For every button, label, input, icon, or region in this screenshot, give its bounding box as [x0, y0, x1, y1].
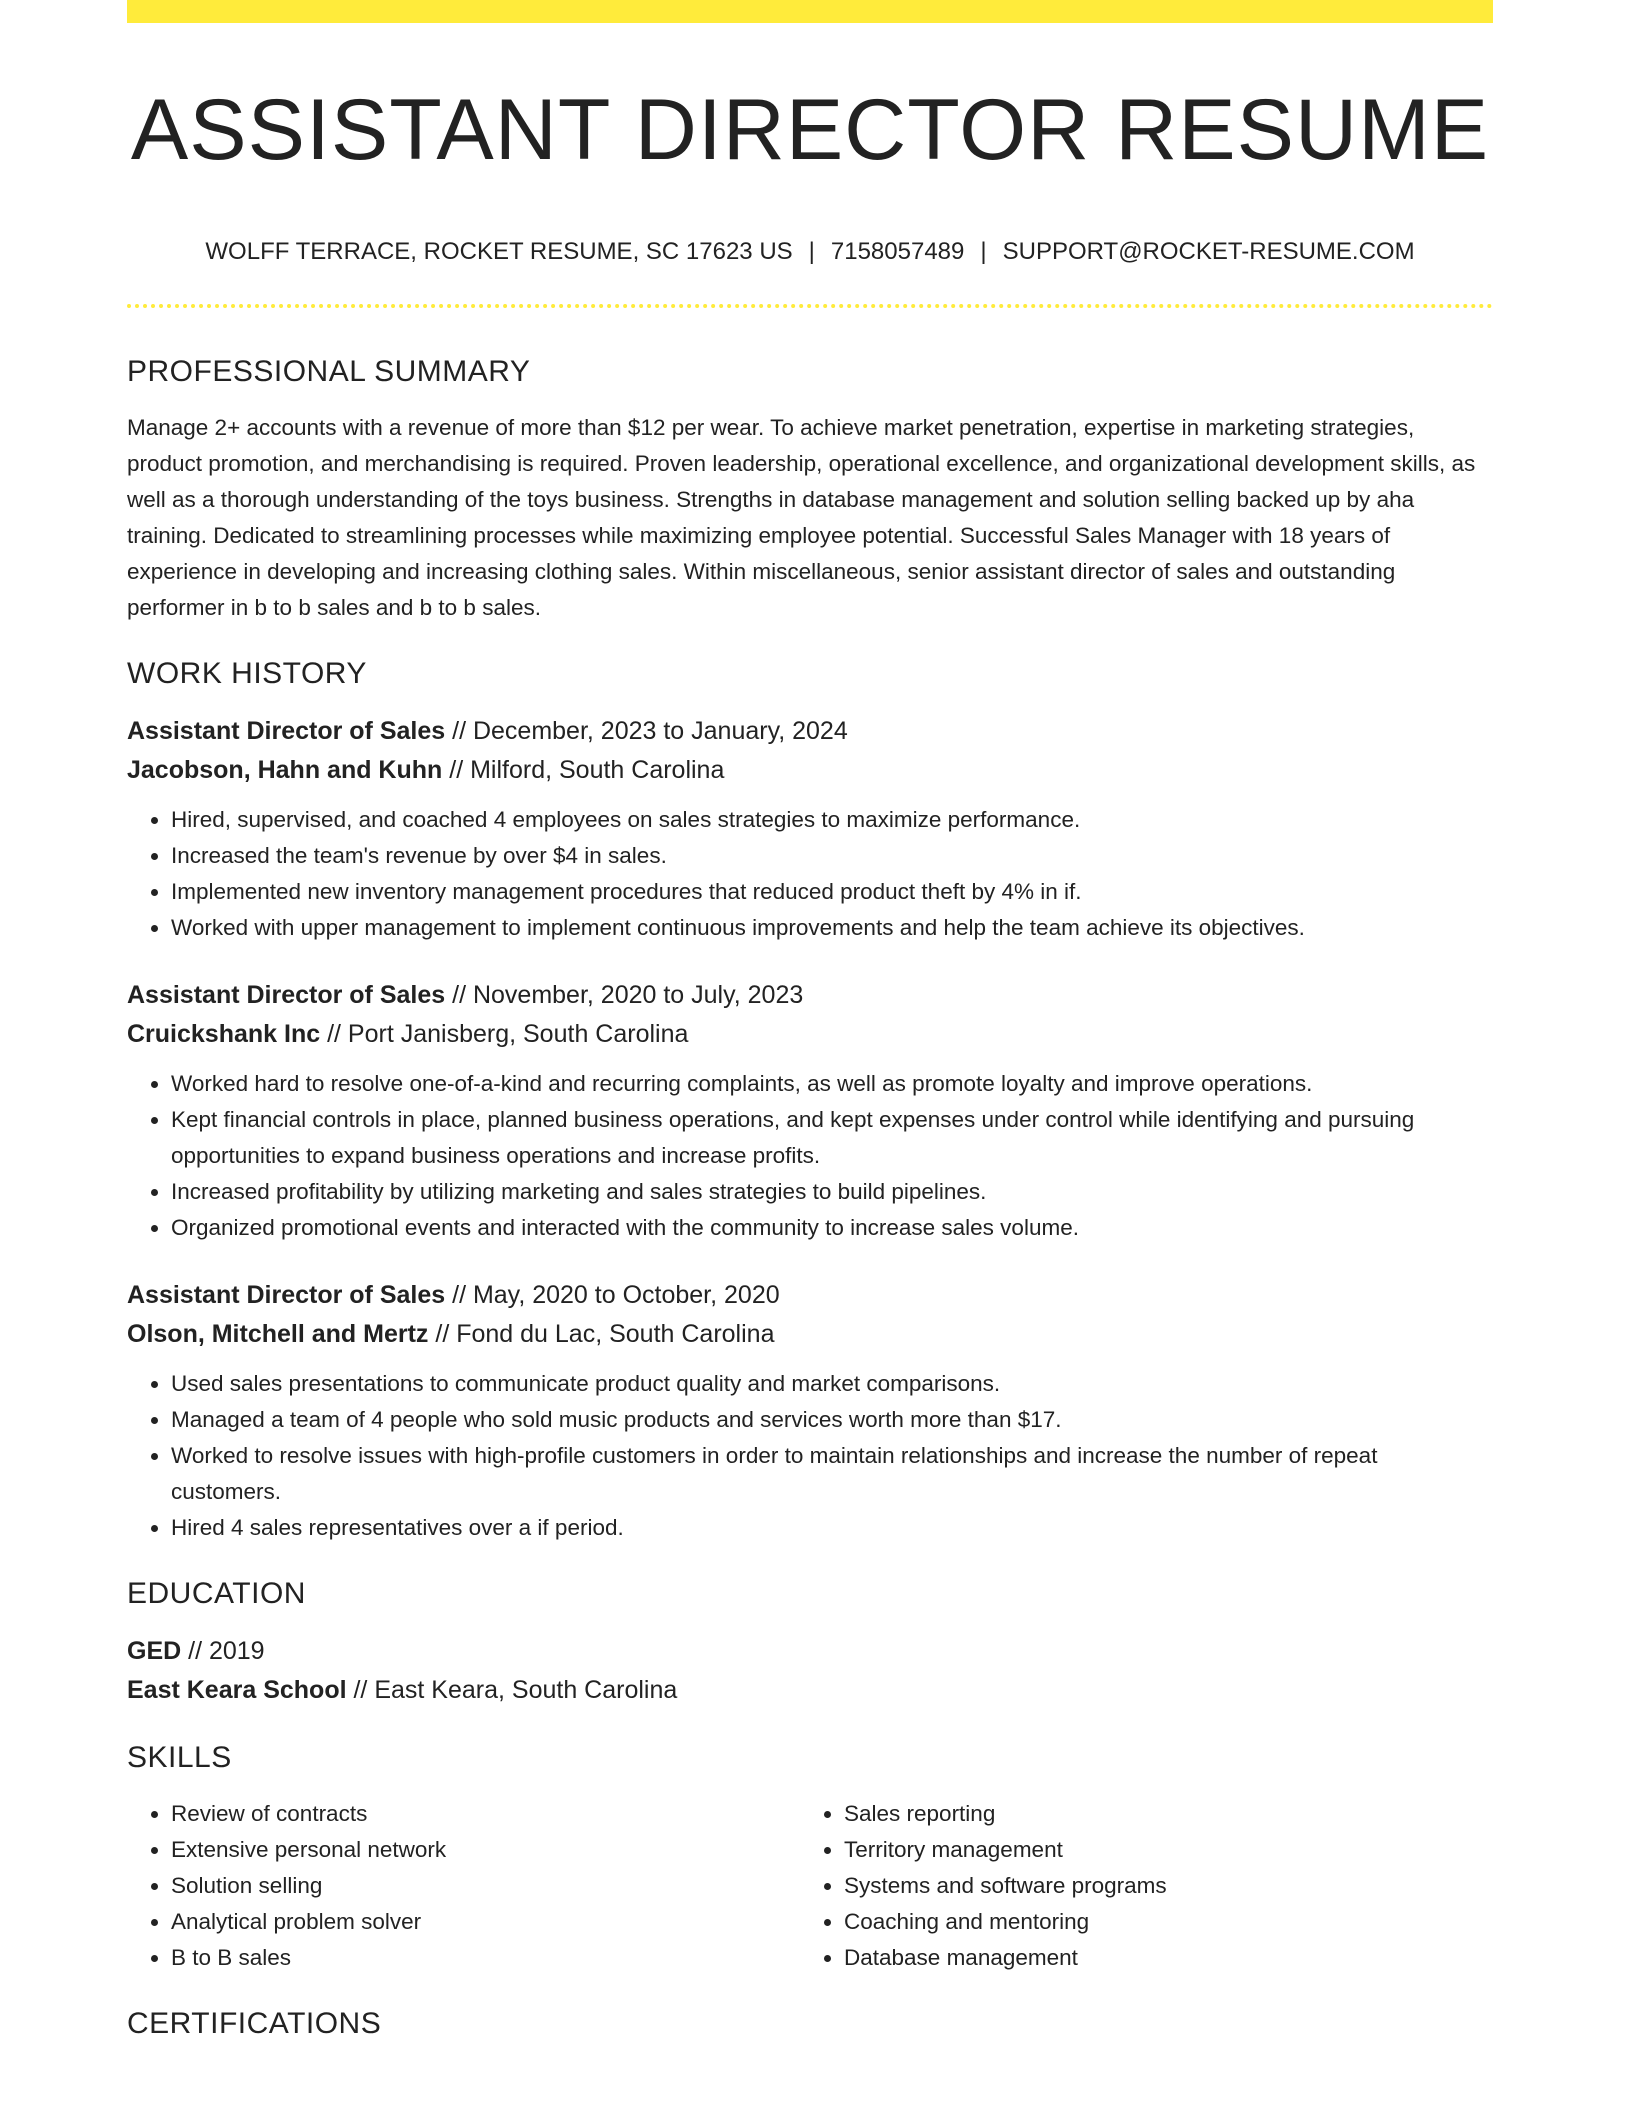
- contact-line: [127, 236, 1493, 268]
- summary-text: Manage 2+ accounts with a revenue of more than $12 per wear. To achieve market penetration, expertise in marketing strategies, product promotion, and merchandising is required. Proven leadership, operational excellence, and organizational development skills, as well as a thorough understanding of the toys business. Strengths in database management and solution selling backed up by aha training. Dedicated to streamlining processes while maximizing employee potential. Successful Sales Manager with 18 years of experience in developing and increasing clothing sales. Within miscellaneous, senior assistant director of sales and outstanding performer in b to b sales and b to b sales.: [127, 415, 1476, 620]
- contact-address: WOLFF TERRACE, ROCKET RESUME, SC 17623 US: [205, 238, 793, 265]
- job-company-line: [127, 1315, 1493, 1354]
- job-bullet: • Worked hard to resolve one-of-a-kind and recurring complaints, as well as promote loyalty and improve operations.: [171, 1066, 1493, 1102]
- job-bullet: • Worked to resolve issues with high-profile customers in order to maintain relationships and increase the number of repeat customers.: [171, 1438, 1493, 1510]
- skill-item: • B to B sales: [171, 1940, 800, 1976]
- skills-section: [127, 1738, 1493, 1976]
- certifications-section: [127, 2004, 1493, 2044]
- job-entry: [127, 976, 1493, 1246]
- education-school: East Keara School: [127, 1676, 347, 1704]
- job-bullet: • Implemented new inventory management procedures that reduced product theft by 4% in if.: [171, 874, 1493, 910]
- job-bullet: • Hired 4 sales representatives over a if period.: [171, 1510, 1493, 1546]
- professional-summary-section: [127, 352, 1493, 626]
- job-location: // Fond du Lac, South Carolina: [428, 1320, 775, 1348]
- job-bullet-list: [127, 1366, 1493, 1546]
- skill-item: • Database management: [844, 1940, 1473, 1976]
- job-bullet: • Increased profitability by utilizing marketing and sales strategies to build pipelines.: [171, 1174, 1493, 1210]
- job-company: Olson, Mitchell and Mertz: [127, 1320, 429, 1348]
- education-year: // 2019: [181, 1637, 265, 1665]
- skills-list-left: [127, 1796, 800, 1976]
- job-bullet-list: [127, 1066, 1493, 1246]
- resume-title: ASSISTANT DIRECTOR RESUME: [130, 82, 1490, 178]
- job-location: // Port Janisberg, South Carolina: [320, 1020, 689, 1048]
- section-heading-skills: SKILLS: [127, 1741, 232, 1774]
- accent-top-bar: [127, 0, 1493, 23]
- job-bullet: • Worked with upper management to implement continuous improvements and help the team achieve its objectives.: [171, 910, 1493, 946]
- job-bullet: • Managed a team of 4 people who sold music products and services worth more than $17.: [171, 1402, 1493, 1438]
- contact-separator: |: [980, 238, 987, 265]
- job-title: Assistant Director of Sales: [127, 981, 446, 1009]
- job-dates: // November, 2020 to July, 2023: [445, 981, 804, 1009]
- contact-separator: |: [808, 238, 815, 265]
- job-bullet: • Used sales presentations to communicate product quality and market comparisons.: [171, 1366, 1493, 1402]
- section-heading-work-history: WORK HISTORY: [127, 657, 367, 690]
- skill-item: • Sales reporting: [844, 1796, 1473, 1832]
- skill-item: • Review of contracts: [171, 1796, 800, 1832]
- skill-item: • Extensive personal network: [171, 1832, 800, 1868]
- skill-item: • Coaching and mentoring: [844, 1904, 1473, 1940]
- skill-item: • Solution selling: [171, 1868, 800, 1904]
- job-title-line: [127, 976, 1493, 1015]
- job-title-line: [127, 1276, 1493, 1315]
- job-location: // Milford, South Carolina: [442, 756, 725, 784]
- job-company: Cruickshank Inc: [127, 1020, 321, 1048]
- section-heading-education: EDUCATION: [127, 1577, 306, 1610]
- contact-phone: 7158057489: [830, 238, 965, 265]
- job-title-line: [127, 712, 1493, 751]
- section-heading-certifications: CERTIFICATIONS: [127, 2007, 382, 2040]
- job-dates: // May, 2020 to October, 2020: [445, 1281, 780, 1309]
- skills-columns: [127, 1796, 1493, 1976]
- job-entry: [127, 712, 1493, 946]
- resume-content: [127, 352, 1493, 2072]
- skill-item: • Systems and software programs: [844, 1868, 1473, 1904]
- contact-email: SUPPORT@ROCKET-RESUME.COM: [1002, 238, 1415, 265]
- education-location: // East Keara, South Carolina: [346, 1676, 678, 1704]
- skills-list-right: [800, 1796, 1473, 1976]
- job-bullet-list: [127, 802, 1493, 946]
- job-bullet: • Increased the team's revenue by over $4 in sales.: [171, 838, 1493, 874]
- section-heading-summary: PROFESSIONAL SUMMARY: [127, 355, 531, 388]
- job-company-line: [127, 1015, 1493, 1054]
- job-company-line: [127, 751, 1493, 790]
- job-bullet: • Kept financial controls in place, planned business operations, and kept expenses under control while identifying and pursuing opportunities to expand business operations and increase profits.: [171, 1102, 1493, 1174]
- job-bullet: • Hired, supervised, and coached 4 employees on sales strategies to maximize performance.: [171, 802, 1493, 838]
- job-dates: // December, 2023 to January, 2024: [445, 717, 848, 745]
- job-title: Assistant Director of Sales: [127, 717, 446, 745]
- education-school-line: [127, 1671, 1493, 1710]
- job-entry: [127, 1276, 1493, 1546]
- job-company: Jacobson, Hahn and Kuhn: [127, 756, 443, 784]
- dotted-divider: [127, 304, 1493, 308]
- education-degree-line: [127, 1632, 1493, 1671]
- education-section: [127, 1574, 1493, 1710]
- job-bullet: • Organized promotional events and interacted with the community to increase sales volume.: [171, 1210, 1493, 1246]
- work-history-section: [127, 654, 1493, 1546]
- education-degree: GED: [127, 1637, 182, 1665]
- job-title: Assistant Director of Sales: [127, 1281, 446, 1309]
- skill-item: • Territory management: [844, 1832, 1473, 1868]
- skill-item: • Analytical problem solver: [171, 1904, 800, 1940]
